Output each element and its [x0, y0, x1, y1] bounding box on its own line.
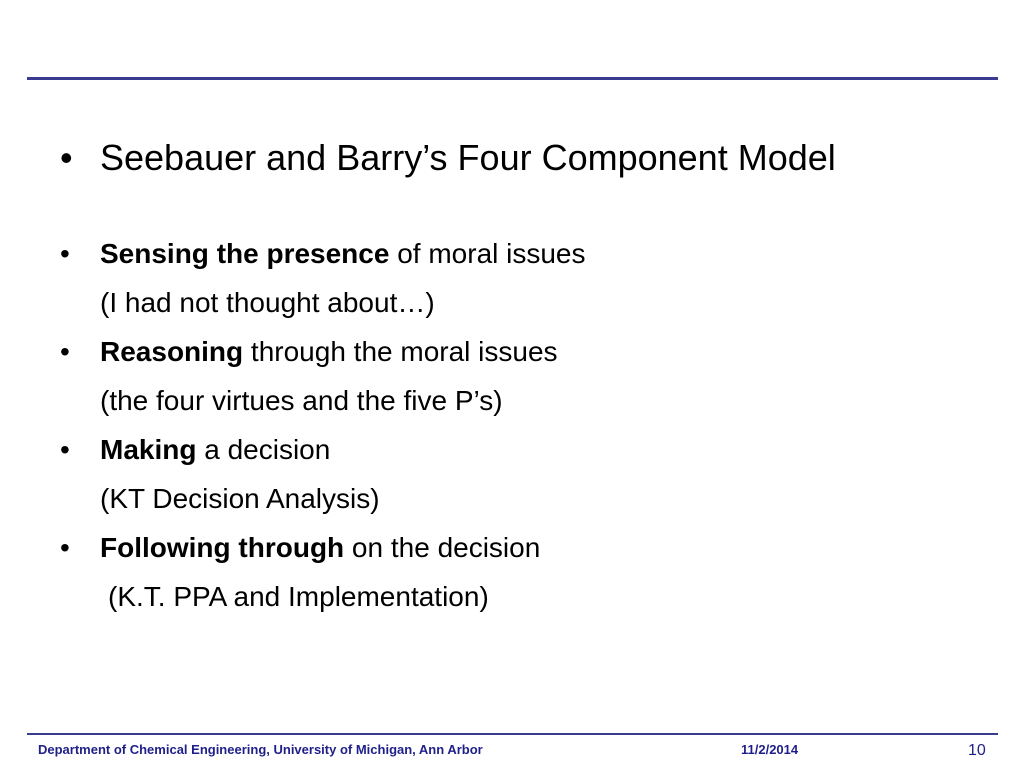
sub-line-reasoning: (the four virtues and the five P’s) [100, 385, 503, 416]
bullet-bold-text: Following through [100, 532, 345, 563]
bullet-rest-text: of moral issues [389, 238, 586, 269]
bullet-icon: • [60, 532, 70, 563]
bullet-rest-text: on the decision [344, 532, 541, 563]
bullet-icon: • [60, 238, 70, 269]
sub-line-following: (K.T. PPA and Implementation) [108, 581, 489, 612]
bullet-line [100, 332, 558, 372]
footer-divider [27, 733, 998, 735]
sub-line-making: (KT Decision Analysis) [100, 483, 380, 514]
bullet-line [100, 430, 330, 470]
footer-date: 11/2/2014 [741, 742, 799, 757]
heading-text: Seebauer and Barry’s Four Component Model [100, 137, 836, 178]
bullet-rest-text: through the moral issues [243, 336, 558, 367]
sub-line-sensing: (I had not thought about…) [100, 287, 435, 318]
bullet-line [100, 234, 586, 274]
bullet-line [100, 528, 540, 568]
bullet-bold-text: Making [100, 434, 197, 465]
bullet-icon: • [60, 434, 70, 465]
bullet-rest-text: a decision [196, 434, 331, 465]
bullet-bold-text: Reasoning [100, 336, 244, 367]
bullet-bold-text: Sensing the presence [100, 238, 390, 269]
bullet-icon: • [60, 336, 70, 367]
slide-page-number: 10 [968, 742, 986, 759]
footer-department: Department of Chemical Engineering, University of Michigan, Ann Arbor [38, 742, 483, 757]
top-divider [27, 77, 998, 80]
bullet-icon: • [60, 137, 73, 178]
